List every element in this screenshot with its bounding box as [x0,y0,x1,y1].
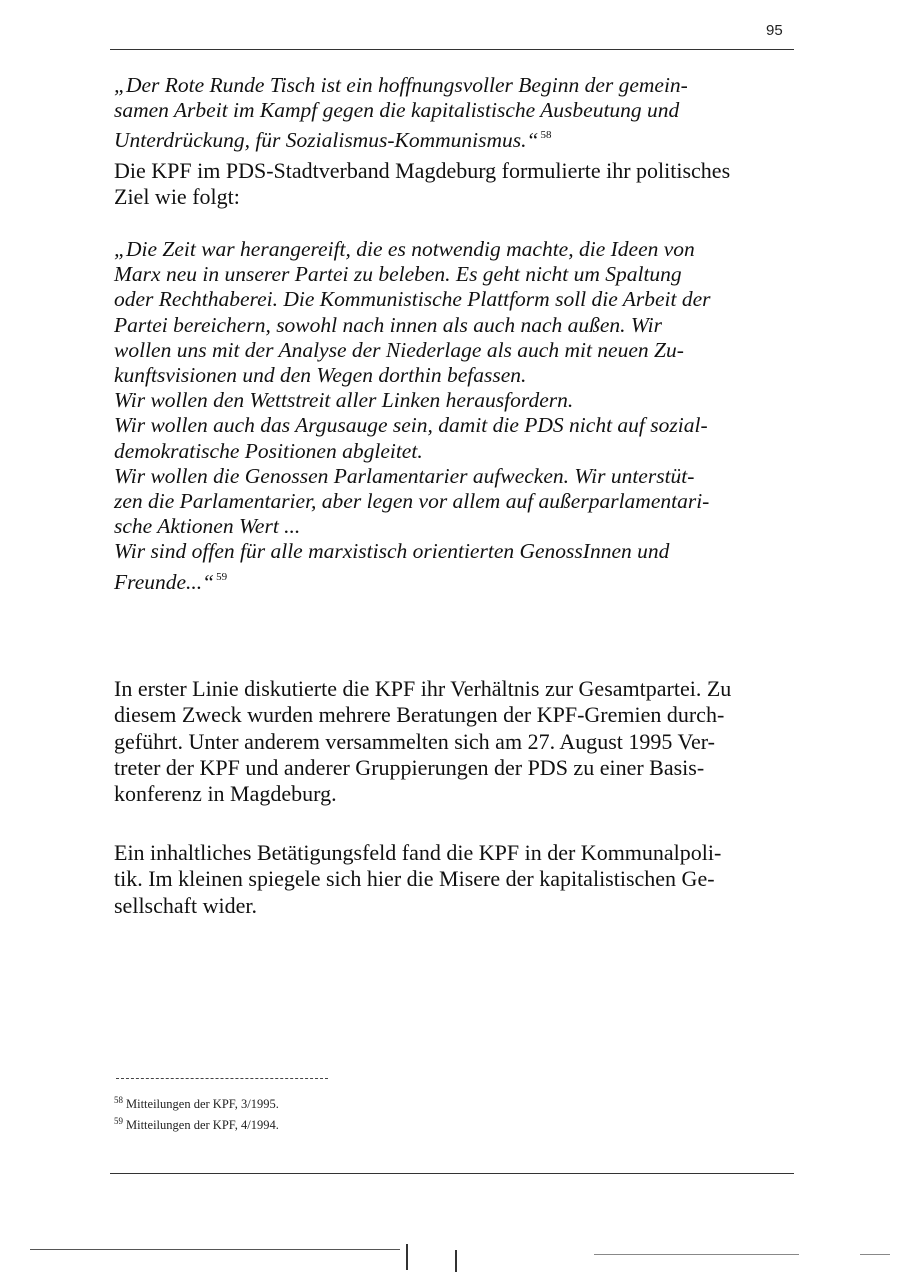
quote2-line-2: Marx neu in unserer Partei zu beleben. Es geht nicht um Spaltung [114,262,682,287]
footnote-59-number: 59 [114,1116,123,1126]
quote1-line-3 [114,123,792,153]
para1-line-5: konferenz in Magdeburg. [114,781,337,807]
footnote-58 [114,1092,279,1113]
footnote-59 [114,1113,279,1134]
body-paragraph-2 [114,840,792,919]
header-rule [110,49,794,50]
para1-line-1: In erster Linie diskutierte die KPF ihr Verhältnis zur Gesamtpartei. Zu [114,676,732,701]
quote2-line-8: Wir wollen auch das Argusauge sein, damit die PDS nicht auf sozial- [114,413,708,438]
scan-artifact-line-left [30,1249,400,1250]
quote2-line-13: Wir sind offen für alle marxistisch orientierten GenossInnen und [114,539,670,564]
quote2-line-14 [114,565,792,595]
scan-artifact-line-right [594,1254,799,1255]
para2-line-3: sellschaft wider. [114,892,257,918]
footer-rule [110,1173,794,1174]
para1-line-4: treter der KPF und anderer Gruppierungen der PDS zu einer Basis- [114,754,705,780]
quote2-line-9: demokratische Positionen abgleitet. [114,438,423,463]
quote-round-table [114,73,792,154]
quote2-line-4: Partei bereichern, sowohl nach innen als auch nach außen. Wir [114,312,662,337]
quote2-line-1: „Die Zeit war herangereift, die es notwendig machte, die Ideen von [114,237,695,261]
quote2-line-11: zen die Parlamentarier, aber legen vor allem auf außerparlamentari- [114,489,710,514]
footnotes [114,1092,279,1134]
page-number: 95 [766,22,783,39]
quote2-line-14-text: Freunde...“ [114,569,215,594]
quote1-line-1: „Der Rote Runde Tisch ist ein hoffnungsvoller Beginn der gemein- [114,73,688,97]
footnote-ref-59: 59 [216,570,228,583]
quote2-line-10: Wir wollen die Genossen Parlamentarier aufwecken. Wir unterstüt- [114,463,695,488]
quote2-line-5: wollen uns mit der Analyse der Niederlage als auch mit neuen Zu- [114,337,684,362]
para1-line-2: diesem Zweck wurden mehrere Beratungen der KPF-Gremien durch- [114,702,725,728]
body-paragraph-1 [114,676,792,807]
intro-line-2: Ziel wie folgt: [114,183,240,209]
footnote-ref-58: 58 [540,129,552,142]
quote2-line-7: Wir wollen den Wettstreit aller Linken herausfordern. [114,388,574,413]
quote-kpf-goals [114,237,792,595]
quote1-line-3-text: Unterdrückung, für Sozialismus-Kommunismus.“ [114,128,539,153]
quote2-line-6: kunftsvisionen und den Wegen dorthin befassen. [114,363,527,388]
footnote-59-text: Mitteilungen der KPF, 4/1994. [126,1118,279,1132]
para2-line-2: tik. Im kleinen spiegele sich hier die Misere der kapitalistischen Ge- [114,866,715,892]
quote1-line-2: samen Arbeit im Kampf gegen die kapitalistische Ausbeutung und [114,98,680,123]
intro-paragraph [114,158,792,209]
para1-line-3: geführt. Unter anderem versammelten sich am 27. August 1995 Ver- [114,728,715,754]
quote2-line-3: oder Rechthaberei. Die Kommunistische Plattform soll die Arbeit der [114,287,711,312]
footnote-58-text: Mitteilungen der KPF, 3/1995. [126,1097,279,1111]
footnote-separator [116,1078,328,1079]
footnote-58-number: 58 [114,1095,123,1105]
para2-line-1: Ein inhaltliches Betätigungsfeld fand die KPF in der Kommunalpoli- [114,840,722,865]
scan-artifact-mark-2 [455,1250,457,1272]
scan-artifact-mark-1 [406,1244,408,1270]
scan-artifact-line-edge [860,1254,890,1255]
intro-line-1: Die KPF im PDS-Stadtverband Magdeburg formulierte ihr politisches [114,158,731,183]
quote2-line-12: sche Aktionen Wert ... [114,514,301,539]
